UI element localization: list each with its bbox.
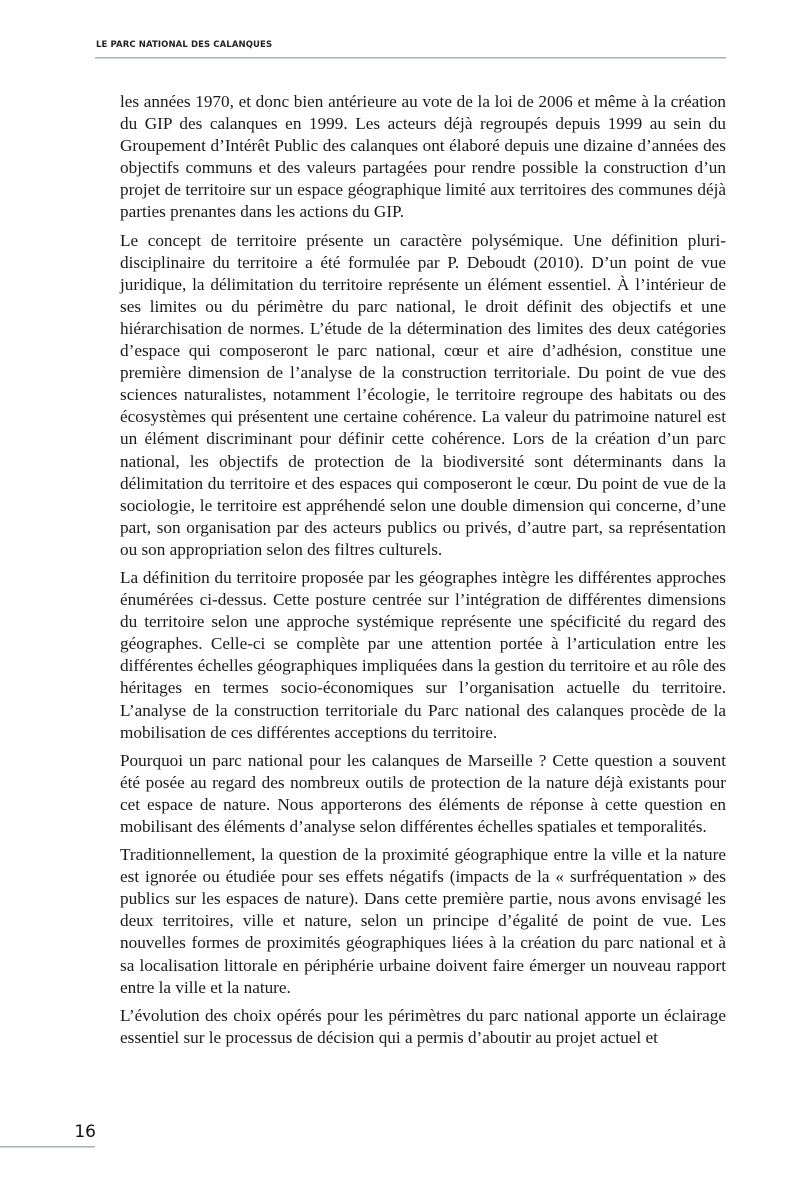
paragraph: Traditionnellement, la question de la proximité géographique entre la ville et la nature est ignorée ou étudiée pour ses effets négatifs (impacts de la « surfréquentation » des publics sur les espaces de nature). Dans cette première partie, nous avons envisagé les deux territoires, ville et nature, selon un principe d’égalité de point de vue. Les nouvelles formes de proximités géographiques liées à la création du parc national et à sa localisation littorale en périphérie urbaine doivent faire émerger un nouveau rapport entre la ville et la nature. xyxy=(120,845,726,997)
paragraph: La définition du territoire proposée par les géographes intègre les différentes approches énumérées ci-dessus. Cette posture centrée sur l’intégration de différentes dimensions du territoire selon une approche systémique représente une spécificité du regard des géographes. Celle-ci se complète par une attention portée à l’articulation entre les différentes échelles géographiques impliquées dans la gestion du territoire et au rôle des héritages en termes socio-économiques sur l’organisation actuelle du territoire. L’analyse de la construction territoriale du Parc national des calanques procède de la mobilisation de ces différentes acceptions du territoire. xyxy=(120,567,726,742)
paragraph: les années 1970, et donc bien antérieure au vote de la loi de 2006 et même à la création du GIP des calanques en 1999. Les acteurs déjà regroupés depuis 1999 au sein du Groupement d’Intérêt Public des calanques ont élaboré depuis une dizaine d’années des objectifs communs et des valeurs partagées pour rendre possible la construction d’un projet de territoire sur un espace géographique limité aux territoires des communes déjà parties prenantes dans les actions du GIP. xyxy=(120,92,726,222)
footer-divider xyxy=(0,1146,95,1147)
running-head-title: LE PARC NATIONAL DES CALANQUES xyxy=(96,40,273,50)
header-divider xyxy=(95,57,726,58)
paragraph: Le concept de territoire présente un caractère polysémique. Une définition pluridisciplinaire du territoire a été formulée par P. Deboudt (2010). D’un point de vue juridique, la délimitation du territoire représente un élément essentiel. À l’intérieur de ses limites ou du périmètre du parc national, le droit définit des objectifs et une hiérarchisation de normes. L’étude de la détermination des limites des deux catégories d’espace qui composeront le parc national, cœur et aire d’adhésion, constitue une première dimension de l’analyse de la construction territoriale. Du point de vue des sciences naturalistes, notamment l’écologie, le territoire regroupe des habitats ou des écosystèmes qui présentent une certaine cohérence. La valeur du patrimoine naturel est un élément discriminant pour définir cette cohérence. Lors de la création d’un parc national, les objectifs de protection de la biodiversité sont déterminants dans la délimitation du territoire et des espaces qui composeront le cœur. Du point de vue de la sociologie, le territoire est appréhendé selon une double dimension qui concerne, d’une part, son organisation par des acteurs publics ou privés, d’autre part, sa représentation ou son appropriation selon des filtres culturels. xyxy=(120,230,726,559)
paragraph: L’évolution des choix opérés pour les périmètres du parc national apporte un éclairage essentiel sur le processus de décision qui a permis d’aboutir au projet actuel et xyxy=(120,1005,726,1047)
body-text xyxy=(120,91,726,1055)
page-number: 16 xyxy=(74,1122,96,1142)
paragraph: Pourquoi un parc national pour les calanques de Marseille ? Cette question a souvent été posée au regard des nombreux outils de protection de la nature déjà existants pour cet espace de nature. Nous apporterons des éléments de réponse à cette question en mobilisant des éléments d’analyse selon différentes échelles spatiales et temporalités. xyxy=(120,750,726,836)
